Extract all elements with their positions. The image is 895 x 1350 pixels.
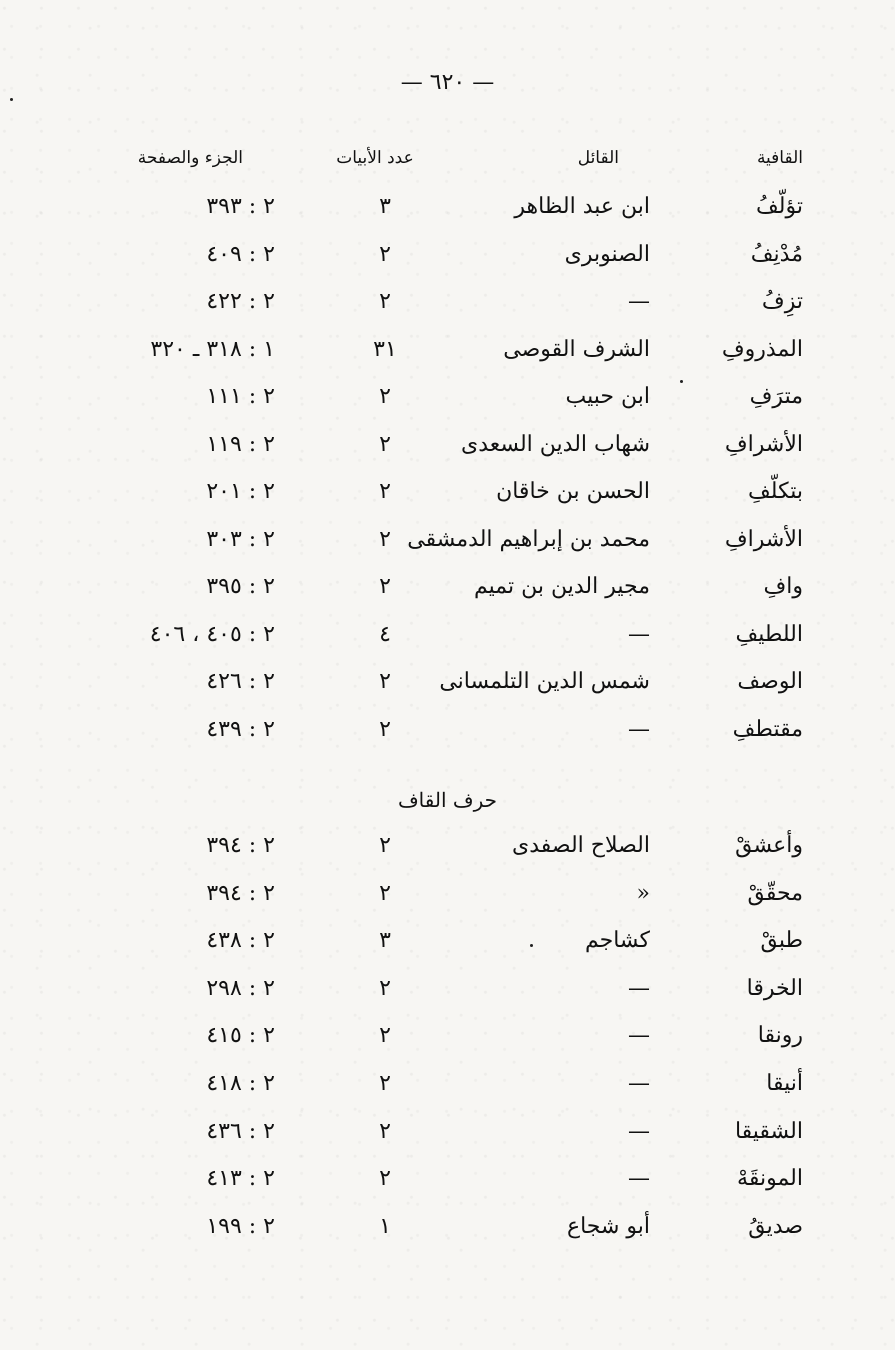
reference-cell: ٢ : ٤٣٩ — [206, 716, 275, 742]
verses-cell: ٢ — [379, 669, 391, 694]
reference-cell: ٢ : ١١٩ — [206, 431, 275, 457]
verses-cell: ٢ — [379, 574, 391, 599]
reference-cell: ٢ : ٣٩٣ — [206, 194, 275, 219]
verses-cell: ١ — [379, 1213, 391, 1239]
column-header-reference: الجزء والصفحة — [137, 148, 243, 168]
reference-cell: ٢ : ٢٩٨ — [206, 975, 275, 1001]
poet-cell: « — [636, 880, 650, 906]
column-header-rhyme: القافية — [756, 148, 803, 168]
page-number: — ٦٢٠ — — [400, 70, 495, 95]
reference-cell: ٢ : ٣٠٣ — [206, 526, 275, 552]
rhyme-cell: مُدْنِفُ — [750, 241, 803, 267]
table-row — [0, 337, 895, 371]
reference-cell: ٢ : ١٩٩ — [206, 1213, 275, 1239]
rhyme-cell: تؤلّفُ — [756, 194, 803, 219]
table-row — [0, 717, 895, 751]
poet-cell: — — [628, 1071, 650, 1096]
verses-cell: ٢ — [379, 716, 391, 742]
poet-cell: الصلاح الصفدى — [511, 833, 650, 858]
reference-cell: ٢ : ٤٠٩ — [206, 241, 275, 267]
rhyme-cell: الأشرافِ — [724, 431, 803, 457]
reference-cell: ٢ : ٤٢٦ — [206, 669, 275, 694]
table-row — [0, 574, 895, 608]
table-row — [0, 384, 895, 418]
poet-cell: الصنوبرى — [564, 241, 650, 267]
table-row — [0, 289, 895, 323]
verses-cell: ٢ — [379, 526, 391, 552]
table-row — [0, 242, 895, 276]
verses-cell: ٣ — [379, 928, 391, 954]
verses-cell: ٢ — [379, 1166, 391, 1192]
reference-cell: ١ : ٣١٨ ـ ٣٢٠ — [150, 336, 275, 362]
ink-speck — [530, 944, 533, 947]
column-header-poet: القائل — [577, 148, 619, 168]
poet-cell: مجير الدين بن تميم — [474, 574, 650, 599]
rhyme-cell: المذروفِ — [721, 336, 803, 362]
rhyme-cell: مترَفِ — [749, 384, 803, 409]
table-row — [0, 928, 895, 962]
rhyme-cell: بتكلّفِ — [748, 479, 803, 504]
reference-cell: ٢ : ٤١٣ — [206, 1166, 275, 1192]
table-row — [0, 1071, 895, 1105]
reference-cell: ٢ : ١١١ — [206, 384, 275, 409]
table-row — [0, 669, 895, 703]
ink-speck — [10, 98, 13, 101]
poet-cell: — — [628, 289, 650, 314]
table-row — [0, 194, 895, 228]
table-row — [0, 432, 895, 466]
poet-cell: كشاجم — [584, 928, 650, 954]
verses-cell: ٢ — [379, 241, 391, 267]
reference-cell: ٢ : ٤٢٢ — [206, 289, 275, 314]
verses-cell: ٢ — [379, 1071, 391, 1096]
poet-cell: الشرف القوصى — [503, 336, 650, 362]
verses-cell: ٤ — [379, 621, 391, 647]
poet-cell: ابن حبيب — [565, 384, 650, 409]
poet-cell: شمس الدين التلمسانى — [439, 669, 650, 694]
rhyme-cell: تزِفُ — [761, 289, 803, 314]
table-row — [0, 1023, 895, 1057]
column-header-verses: عدد الأبيات — [336, 148, 414, 168]
reference-cell: ٢ : ٤٣٦ — [206, 1118, 275, 1144]
verses-cell: ٢ — [379, 880, 391, 906]
reference-cell: ٢ : ٣٩٥ — [206, 574, 275, 599]
table-row — [0, 622, 895, 656]
table-row — [0, 1119, 895, 1153]
table-row — [0, 527, 895, 561]
poet-cell: أبو شجاع — [566, 1213, 650, 1239]
reference-cell: ٢ : ٤١٨ — [206, 1071, 275, 1096]
reference-cell: ٢ : ٤١٥ — [206, 1023, 275, 1049]
reference-cell: ٢ : ٤٣٨ — [206, 928, 275, 954]
rhyme-cell: الخرقا — [746, 975, 803, 1001]
poet-cell: شهاب الدين السعدى — [460, 431, 650, 457]
rhyme-cell: رونقا — [757, 1023, 803, 1049]
poet-cell: — — [628, 1166, 650, 1192]
table-row — [0, 881, 895, 915]
verses-cell: ٢ — [379, 384, 391, 409]
verses-cell: ٢ — [379, 1023, 391, 1049]
verses-cell: ٢ — [379, 975, 391, 1001]
verses-cell: ٢ — [379, 833, 391, 858]
poet-cell: — — [628, 975, 650, 1001]
ink-speck — [680, 380, 683, 383]
section-heading-qaf: حرف القاف — [397, 788, 498, 812]
verses-cell: ٢ — [379, 479, 391, 504]
table-row — [0, 976, 895, 1010]
rhyme-cell: صديقُ — [748, 1213, 803, 1239]
rhyme-cell: وأعشقْ — [735, 833, 803, 858]
table-row — [0, 479, 895, 513]
rhyme-cell: أنيقا — [766, 1071, 803, 1096]
poet-cell: — — [628, 1118, 650, 1144]
poet-cell: — — [628, 621, 650, 647]
rhyme-cell: اللطيفِ — [735, 621, 803, 647]
poet-cell: — — [628, 1023, 650, 1049]
verses-cell: ٢ — [379, 289, 391, 314]
rhyme-cell: الوصف — [737, 669, 803, 694]
reference-cell: ٢ : ٤٠٥ ، ٤٠٦ — [149, 621, 275, 647]
verses-cell: ٢ — [379, 1118, 391, 1144]
rhyme-cell: الأشرافِ — [724, 526, 803, 552]
column-header-row — [0, 148, 895, 172]
rhyme-cell: وافِ — [763, 574, 803, 599]
reference-cell: ٢ : ٣٩٤ — [206, 880, 275, 906]
verses-cell: ٣١ — [373, 336, 397, 362]
poet-cell: محمد بن إبراهيم الدمشقى — [407, 526, 650, 552]
reference-cell: ٢ : ٣٩٤ — [206, 833, 275, 858]
poet-cell: ابن عبد الظاهر — [514, 194, 650, 219]
poet-cell: — — [628, 716, 650, 742]
verses-cell: ٢ — [379, 431, 391, 457]
rhyme-cell: المونقَهْ — [737, 1166, 803, 1192]
poet-cell: الحسن بن خاقان — [496, 479, 650, 504]
rhyme-cell: مقتطفِ — [732, 716, 803, 742]
table-row — [0, 833, 895, 867]
table-row — [0, 1214, 895, 1248]
rhyme-cell: محقّقْ — [747, 880, 803, 906]
verses-cell: ٣ — [379, 194, 391, 219]
table-row — [0, 1166, 895, 1200]
rhyme-cell: طبقْ — [760, 928, 803, 954]
rhyme-cell: الشقيقا — [734, 1118, 803, 1144]
reference-cell: ٢ : ٢٠١ — [206, 479, 275, 504]
